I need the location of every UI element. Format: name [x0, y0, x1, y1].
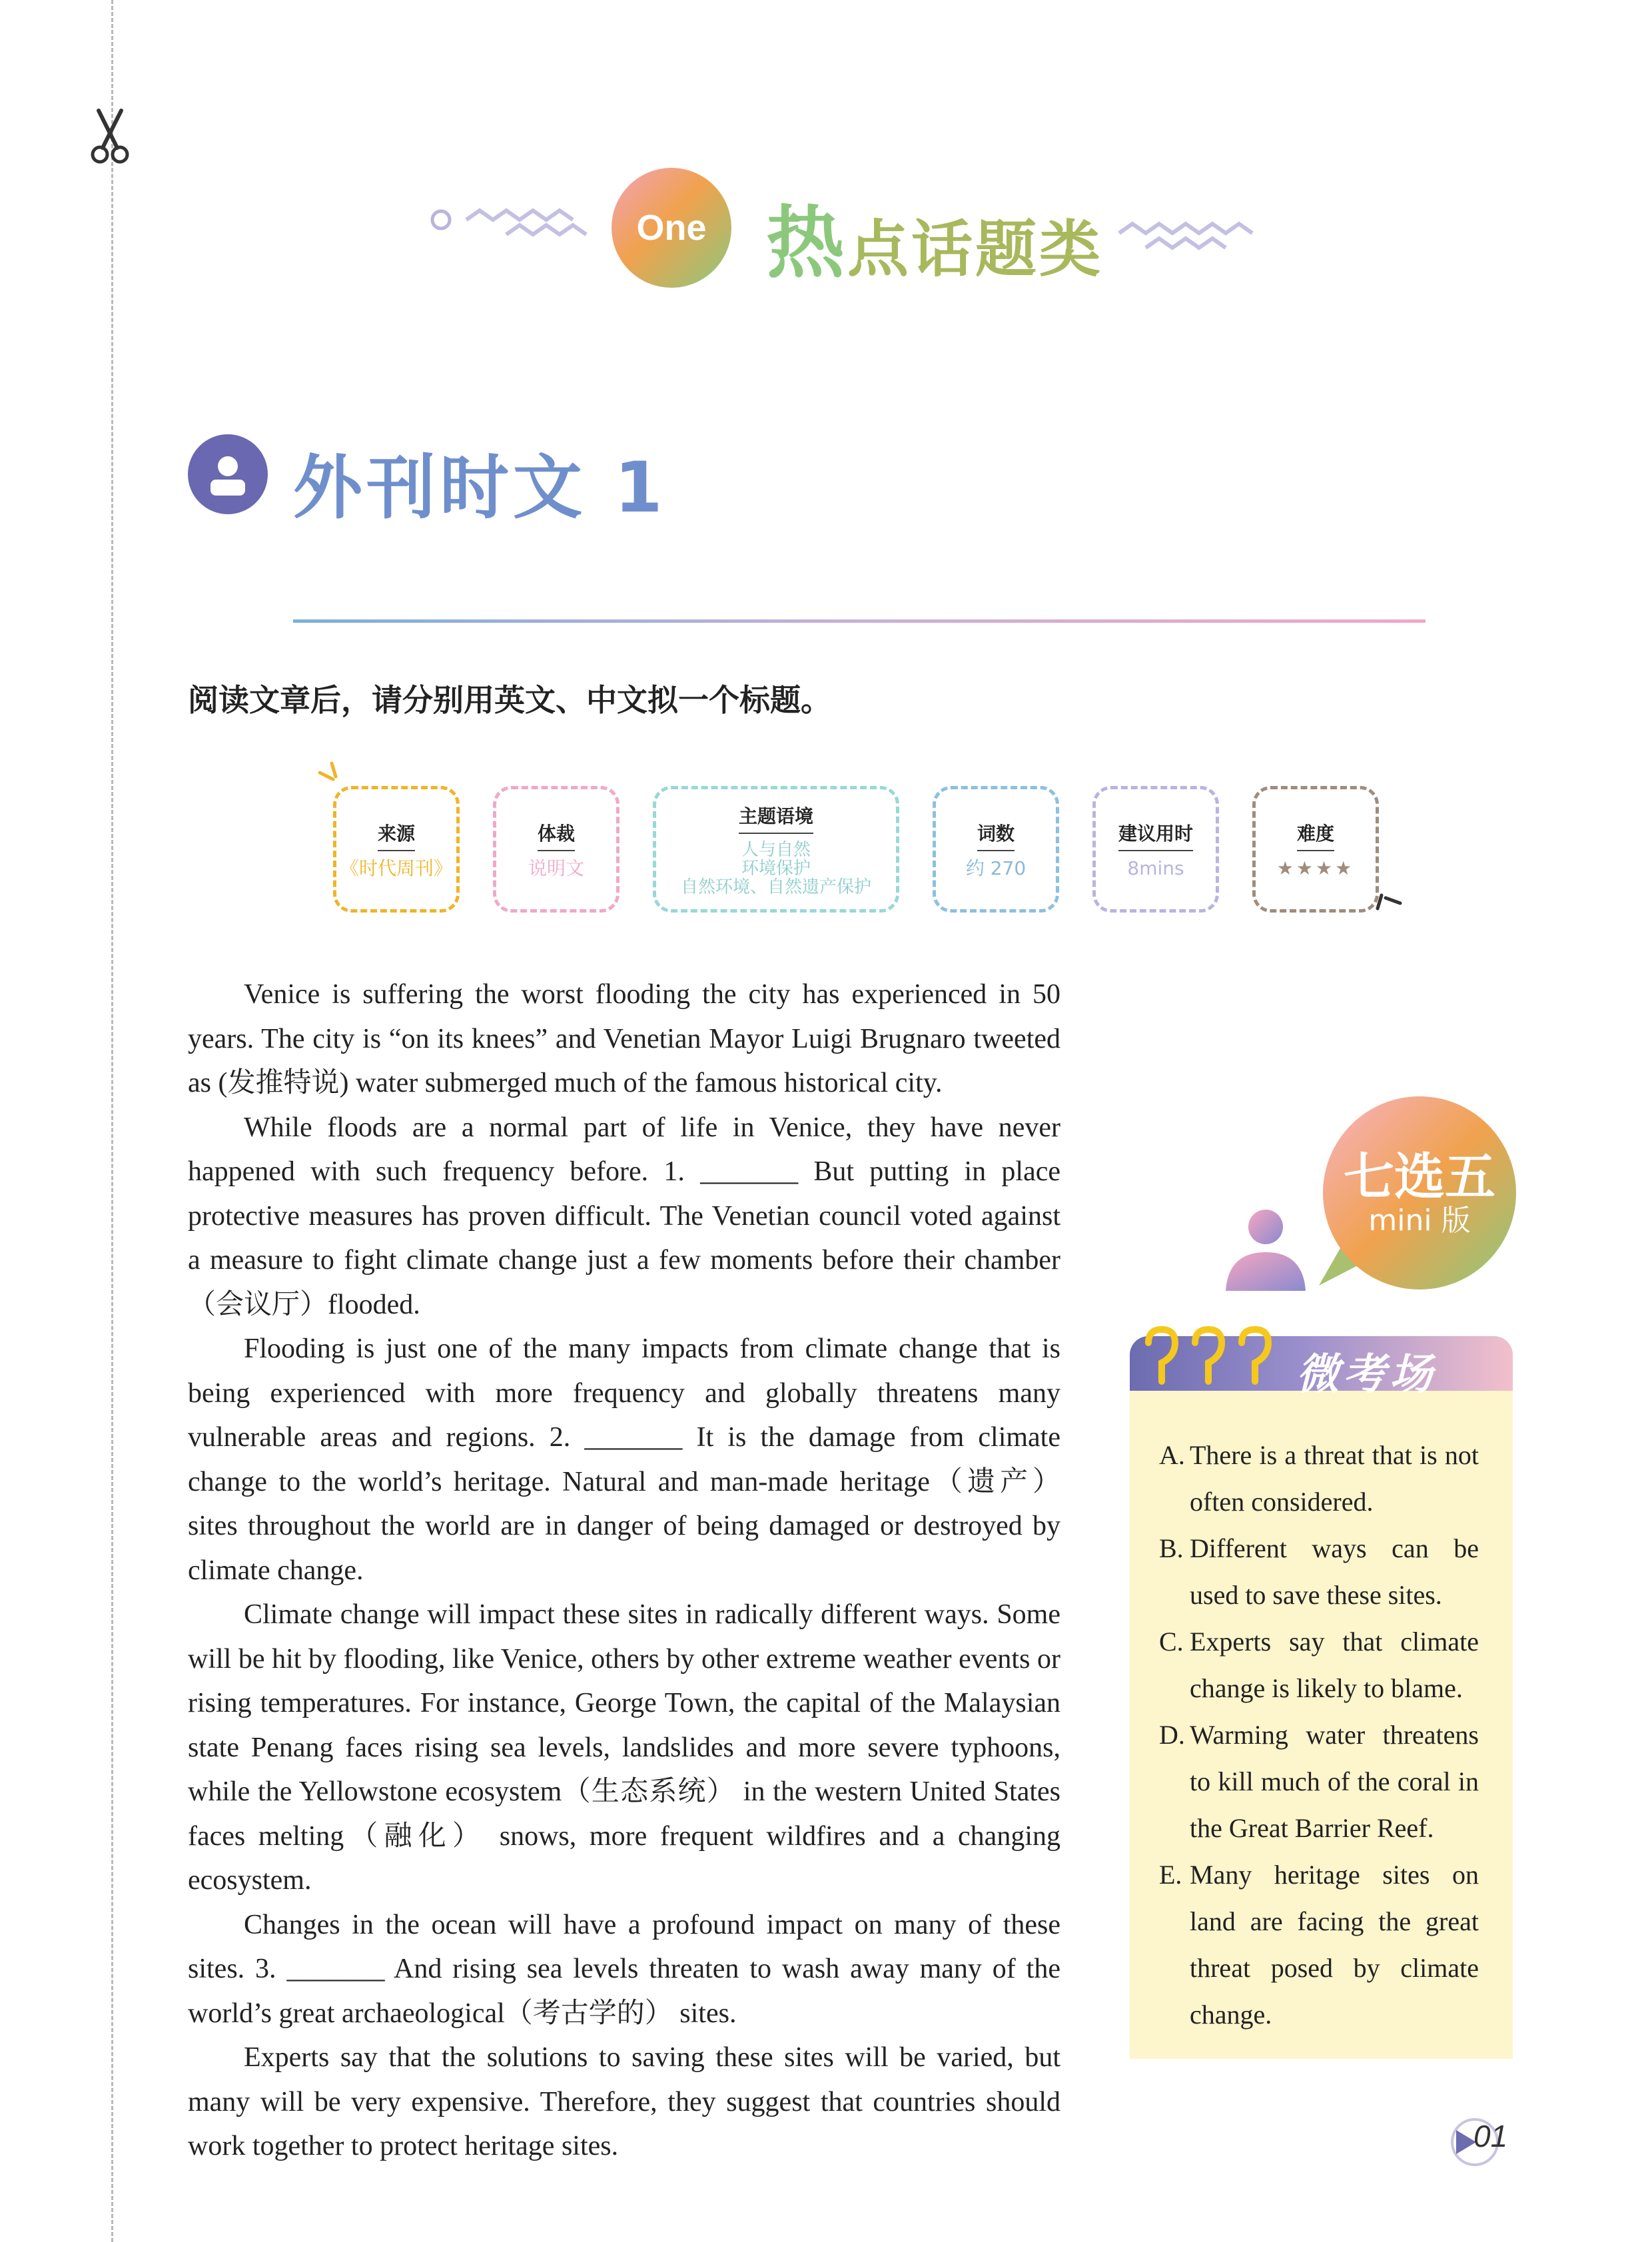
- info-card-word-count: [933, 786, 1059, 913]
- instruction: 阅读文章后，请分别用英文、中文拟一个标题。: [188, 682, 831, 718]
- article-icon: [188, 434, 268, 514]
- info-card-difficulty: [1252, 786, 1379, 913]
- options-title: 微考场: [1296, 1350, 1436, 1399]
- options-list: [1159, 1432, 1479, 2038]
- bubble-subtitle: mini 版: [1368, 1204, 1471, 1238]
- info-card-theme: [653, 786, 899, 913]
- passage: [188, 972, 1060, 2169]
- info-card-value: 8mins: [1127, 857, 1184, 879]
- passage-paragraph: Experts say that the solutions to saving these sites will be varied, but many will be very expensive. Therefore, they suggest that countries should work together to protect heritage sites.: [188, 2042, 1060, 2161]
- info-cards: [313, 759, 1412, 919]
- info-card-value: 约 270: [965, 857, 1027, 879]
- section-badge-label: One: [636, 208, 707, 248]
- option-item: [1159, 1852, 1479, 2038]
- info-card-label: 来源: [378, 819, 415, 851]
- info-card-label: 建议用时: [1118, 819, 1193, 851]
- info-card-time: [1092, 786, 1219, 913]
- option-key: D.: [1159, 1720, 1185, 1750]
- option-text: Experts say that climate change is likely to blame.: [1190, 1627, 1479, 1703]
- page-number: [1444, 2115, 1511, 2169]
- option-key: B.: [1159, 1533, 1184, 1563]
- option-item: [1159, 1432, 1479, 1525]
- option-key: C.: [1159, 1627, 1184, 1657]
- person-icon: [188, 434, 268, 514]
- option-text: Different ways can be used to save these sites.: [1190, 1533, 1479, 1610]
- binder-rings-icon: [1139, 1323, 1279, 1389]
- section-badge: [612, 168, 731, 288]
- info-card-genre: [493, 786, 620, 913]
- section-title-rest: 点话题类: [847, 214, 1104, 285]
- person-icon: [1219, 1206, 1312, 1292]
- section-title: [766, 180, 1103, 293]
- option-key: A.: [1159, 1440, 1185, 1470]
- exercise-type-bubble: [1323, 1096, 1516, 1290]
- info-card-value: 《时代周刊》: [340, 857, 452, 879]
- passage-paragraph: Climate change will impact these sites in radically different ways. Some will be hit by flooding, like Venice, others by other extreme weather events or rising temperatures. For instance, George Town, the capital of the Malaysian state Penang faces rising sea levels, landslides and more severe typhoons, while the Yellowstone ecosystem（生态系统） in the western United States faces melting（融化） snows, more frequent wildfires and a changing ecosystem.: [188, 1599, 1060, 1896]
- option-item: [1159, 1525, 1479, 1619]
- section-title-first: 热: [766, 197, 848, 289]
- article-title: 外刊时文 1: [293, 432, 667, 532]
- sparkle-icon: [1372, 886, 1412, 919]
- cut-line: [111, 0, 113, 2242]
- bubble-title: 七选五: [1344, 1147, 1495, 1206]
- info-card-value: 自然环境、自然遗产保护: [680, 877, 871, 897]
- info-card-label: 难度: [1297, 819, 1334, 851]
- passage-paragraph: Flooding is just one of the many impacts from climate change that is being experienced with more frequency and globally threatens many vulnerable areas and regions. 2. _______ It is the damage from climate change to the world’s heritage. Natural and man-made heritage（遗产） sites throughout the world are in danger of being damaged or destroyed by climate change.: [188, 1333, 1060, 1586]
- passage-paragraph: Changes in the ocean will have a profound impact on many of these sites. 3. _______ And rising sea levels threaten to wash away many of the world’s great archaeological（考古学的） sites.: [188, 1909, 1060, 2029]
- option-text: Many heritage sites on land are facing the great threat posed by climate change.: [1190, 1860, 1479, 2030]
- info-card-source: [333, 786, 460, 913]
- info-card-value: 说明文: [528, 857, 584, 879]
- info-card-label: 词数: [977, 819, 1015, 851]
- passage-paragraph: While floods are a normal part of life in Venice, they have never happened with such frequency before. 1. _______ But putting in place protective measures has proven difficult. The Venetian council voted against a measure to fight climate change just a few moments before their chamber（会议厅）flooded.: [188, 1112, 1060, 1320]
- difficulty-stars: ★★★★: [1276, 857, 1355, 879]
- page-number-text: 01: [1473, 2119, 1508, 2153]
- option-text: Warming water threatens to kill much of the coral in the Great Barrier Reef.: [1190, 1720, 1479, 1843]
- info-card-value: 人与自然: [741, 840, 811, 860]
- option-item: [1159, 1619, 1479, 1712]
- option-key: E.: [1159, 1860, 1182, 1890]
- scissors-icon: [87, 107, 133, 167]
- title-divider: [293, 619, 1426, 623]
- passage-paragraph: Venice is suffering the worst flooding the city has experienced in 50 years. The city is “on its knees” and Venetian Mayor Luigi Brugnaro tweeted as (发推特说) water submerged much of the famous historical city.: [188, 979, 1060, 1098]
- info-card-label: 体裁: [538, 819, 575, 851]
- info-card-value: 环境保护: [741, 859, 811, 879]
- option-item: [1159, 1712, 1479, 1852]
- option-text: There is a threat that is not often considered.: [1190, 1440, 1479, 1517]
- info-card-label: 主题语境: [739, 802, 813, 834]
